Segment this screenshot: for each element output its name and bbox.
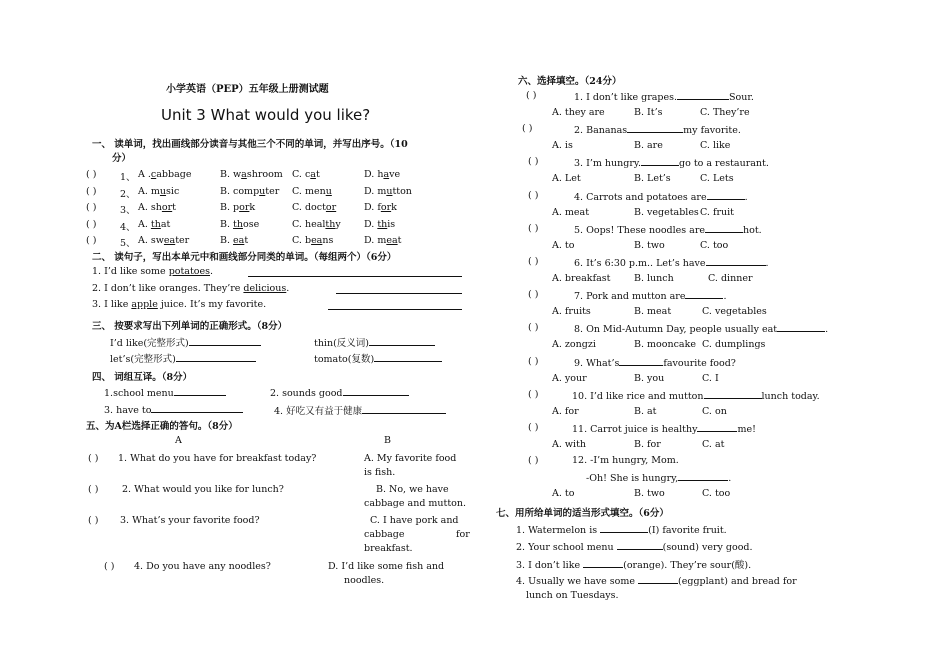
s3-item-3: let’s(完整形式) [110,351,256,365]
s6-question: 6. It’s 6:30 p.m.. Let’s have . [574,258,769,269]
answer-blank[interactable] [248,266,462,277]
word-part: B. [220,235,234,246]
column-b-label: B [384,435,391,446]
s2-sentence: 2. I don’t like oranges. They’re delicious. [92,283,290,294]
s7-item: 3. I don’t like (orange). They’re sour(酸). [516,560,752,571]
s1-option-c [292,219,341,230]
s6-paren[interactable]: ( ) [528,388,539,400]
word-part: t [172,202,176,213]
answer-blank[interactable] [336,283,462,294]
word-part: C. doct [292,202,326,213]
unit-title: Unit 3 What would you like? [161,106,371,124]
word-part: y [335,219,341,230]
s1-option-b [220,186,279,197]
s6-question: 3. I’m hungry. go to a restaurant. [574,158,769,170]
section-7-title: 七、用所给单词的适当形式填空。（6分） [496,508,669,519]
word-part: ter [265,186,280,197]
s5-question-3: 3. What’s your favorite food? [120,515,260,526]
s6-option: C. too [702,488,731,500]
s6-option: B. two [634,488,665,500]
s6-paren[interactable]: ( ) [528,422,539,433]
word-part: C. heal [292,219,326,230]
s2-sentence: 3. I like apple juice. It’s my favorite. [92,299,267,310]
s1-option-d [364,202,397,213]
answer-blank[interactable] [619,356,663,366]
s1-option-c [292,186,332,197]
s7-last-line: lunch on Tuesdays. [526,590,619,601]
s6-option: A. meat [552,206,590,218]
s6-option: A. to [552,488,575,500]
s6-question: 4. Carrots and potatoes are . [574,191,748,203]
section-1-title-cont: 分） [112,153,132,164]
s6-option: C. on [702,405,727,417]
s1-option-a [138,202,176,213]
s6-option: C. They’re [700,107,750,118]
answer-blank[interactable] [705,223,743,233]
s5-paren-3[interactable]: ( ) [88,515,99,526]
answer-blank[interactable] [374,352,442,362]
s1-option-d [364,235,401,246]
word-part: D. [364,219,378,230]
s6-paren[interactable]: ( ) [528,355,539,367]
s6-paren[interactable]: ( ) [528,222,539,234]
word-part: k [391,202,397,213]
section-6-title: 六、选择填空。（24分） [518,76,622,87]
s6-option: A. breakfast [552,273,611,284]
word-part: B. [220,219,234,230]
column-a-label: A [175,435,182,446]
word-part: ve [389,169,401,180]
s5-paren-4[interactable]: ( ) [104,561,115,572]
s1-option-a [138,169,191,180]
underlined-part: u [259,186,266,197]
section-1-title: 一、 读单词，找出画线部分读音与其他三个不同的单词，并写出序号。（10 [92,139,408,150]
s6-paren[interactable]: ( ) [528,322,539,334]
answer-blank[interactable] [328,299,462,310]
s6-option: A. zongzi [552,339,596,351]
word-part: A. sh [138,202,162,213]
answer-blank[interactable] [617,540,663,550]
underlined-part: u [386,186,393,197]
s6-question: 12. -I’m hungry, Mom. [572,455,679,467]
underlined-part: a [383,169,390,180]
s6-question: 9. What’s favourite food? [574,357,736,369]
s6-option: B. lunch [634,273,674,284]
s6-option: C. vegetables [702,306,767,318]
answer-blank[interactable] [362,404,446,414]
answer-blank[interactable] [343,386,409,396]
s5-answer-b-line2: cabbage and mutton. [364,498,467,509]
word-part: C. c [292,169,311,180]
underlined-part: th [325,219,336,230]
answer-blank[interactable] [151,403,243,413]
answer-blank[interactable] [697,422,737,432]
answer-blank[interactable] [677,90,729,100]
s5-paren-1[interactable]: ( ) [88,453,99,464]
word-part: k [249,202,256,213]
word-part: t [244,235,249,246]
s6-option: B. two [634,239,665,251]
s6-question-line2: -Oh! She is hungry, . [586,473,732,485]
underlined-part: ea [311,235,323,246]
s1-option-d [364,186,412,197]
s7-item: 2. Your school menu (sound) very good. [516,542,753,553]
s1-option-b [220,202,255,213]
s2-sentence: 1. I’d like some potatoes. [92,266,214,277]
underlined-part: c [150,169,157,180]
underlined-part: th [233,219,243,230]
s6-option: B. mooncake [634,339,696,351]
s5-paren-2[interactable]: ( ) [88,484,99,495]
word-part: tton [392,186,412,197]
s6-option: C. Lets [700,173,734,185]
s4-item-4: 4. 好吃又有益于健康 [274,403,446,417]
underlined-part: th [150,219,161,230]
s6-question: 7. Pork and mutton are . [574,291,727,303]
underlined-part: or [161,202,173,213]
answer-blank[interactable] [777,322,825,332]
s4-item-1: 1.school menu [104,386,226,399]
answer-blank[interactable] [627,123,683,133]
s5-answer-c-line2: cabbage [364,529,405,540]
s4-item-3: 3. have to [104,403,243,416]
section-5-title: 五、为A栏选择正确的答句。（8分） [86,421,238,432]
section-4-title: 四、 词组互译。（8分） [92,372,193,383]
word-part: C. men [292,186,326,197]
s4-item-2: 2. sounds good [270,386,409,399]
s5-answer-c-line2b: for [456,529,470,540]
answer-blank[interactable] [189,336,261,346]
answer-blank[interactable] [704,389,762,399]
word-part: D. f [364,202,381,213]
word-part: is [387,219,396,230]
s1-number: 1、 [120,172,136,183]
answer-blank[interactable] [176,352,256,362]
s6-option: C. too [700,239,729,251]
s1-paren[interactable]: ( ) [86,169,97,180]
word-part: B. p [220,202,240,213]
s6-paren[interactable]: ( ) [528,189,539,201]
s6-option: A. to [552,239,575,251]
s1-number: 3、 [120,205,136,216]
s5-answer-c-line1: C. I have pork and [370,515,459,526]
s6-option: A. is [552,140,573,152]
s6-option: B. you [634,372,665,384]
s5-answer-a-line2: is fish. [364,467,396,478]
s6-option: C. dinner [708,273,753,284]
underlined-part: ea [233,235,245,246]
s6-paren[interactable]: ( ) [528,289,539,301]
word-part: B. w [220,169,242,180]
s6-option: B. It’s [634,107,663,118]
word-part: A. m [138,186,160,197]
underlined-word: delicious [243,283,287,294]
underlined-part: or [325,202,337,213]
s6-option: B. meat [634,306,672,318]
word-part: C. b [292,235,312,246]
section-3-title: 三、 按要求写出下列单词的正确形式。（8分） [92,321,288,332]
section-2-title: 二、 读句子，写出本单元中和画线部分同类的单词。（每组两个）（6分） [92,252,397,263]
s6-paren[interactable]: ( ) [522,123,533,135]
word-part: ns [322,235,334,246]
s6-paren[interactable]: ( ) [526,90,537,101]
s1-number: 5、 [120,238,136,249]
underlined-part: or [380,202,392,213]
underlined-word: potatoes [168,266,211,277]
underlined-part: u [159,186,167,197]
s3-item-2: thin(反义词) [314,335,435,349]
s6-option: B. vegetables [634,206,699,218]
s5-answer-a-line1: A. My favorite food [364,453,457,464]
s6-option: C. like [700,140,731,152]
s6-option: B. are [634,140,663,152]
word-part: A. sw [138,235,164,246]
s6-option: A. with [552,439,587,450]
s1-option-c [292,202,336,213]
underlined-part: th [377,219,388,230]
s6-question: 1. I don’t like grapes. Sour. [574,92,754,103]
s6-option: C. at [702,439,725,450]
underlined-part: a [310,169,316,180]
s6-option: A. they are [552,107,605,118]
answer-blank[interactable] [600,523,648,533]
answer-blank[interactable] [707,190,745,200]
s7-item: 1. Watermelon is (I) favorite fruit. [516,525,727,536]
word-part: at [160,219,171,230]
s1-option-b [220,219,259,230]
s1-number: 4、 [120,222,136,233]
word-part: ose [242,219,260,230]
answer-blank[interactable] [706,256,766,266]
word-part: sic [166,186,180,197]
answer-blank[interactable] [583,558,623,568]
s3-item-1: I’d like(完整形式) [110,335,261,349]
answer-blank[interactable] [685,289,723,299]
s5-question-4: 4. Do you have any noodles? [134,561,271,572]
word-part: bbage [161,169,192,180]
s6-question: 10. I’d like rice and mutton lunch today. [572,390,820,402]
s5-question-2: 2. What would you like for lunch? [122,484,284,495]
word-part: a [156,169,162,180]
underlined-word: apple [131,299,158,310]
word-part: t [397,235,402,246]
s6-question: 2. Bananas my favorite. [574,125,741,137]
answer-blank[interactable] [638,574,678,584]
s5-answer-b-line1: B. No, we have [376,484,449,495]
s6-option: C. I [702,372,719,384]
word-part: ter [175,235,190,246]
word-part: D. m [364,235,387,246]
answer-blank[interactable] [174,386,226,396]
s6-option: B. at [634,405,657,417]
s1-option-d [364,169,400,180]
s1-number: 2、 [120,189,136,200]
s5-answer-c-line3: breakfast. [364,543,413,554]
s6-option: B. for [634,439,661,450]
word-part: D. m [364,186,387,197]
s1-option-b [220,169,283,180]
word-part: A. [138,219,151,230]
s6-option: B. Let’s [634,173,671,185]
s1-option-c [292,235,333,246]
s6-option: A. fruits [552,306,591,318]
underlined-part: u [325,186,332,197]
word-part: A . [138,169,151,180]
s1-option-b [220,235,248,246]
s1-option-a [138,186,179,197]
s6-question: 8. On Mid-Autumn Day, people usually eat . [574,324,829,336]
s1-option-a [138,219,170,230]
word-part: t [315,169,320,180]
s6-option: A. Let [552,173,581,185]
s1-paren[interactable]: ( ) [86,219,97,230]
s6-question: 5. Oops! These noodles are hot. [574,224,762,236]
word-part: shroom [246,169,283,180]
s6-option: A. your [552,372,587,384]
s6-option: C. dumplings [702,339,766,351]
s1-option-d [364,219,395,230]
s6-question: 11. Carrot juice is healthy me! [572,424,756,435]
s1-option-a [138,235,189,246]
s1-paren[interactable]: ( ) [86,235,97,246]
s1-paren[interactable]: ( ) [86,202,97,213]
s6-paren[interactable]: ( ) [528,455,539,467]
s3-item-4: tomato(复数) [314,351,442,365]
s5-question-1: 1. What do you have for breakfast today? [118,453,317,464]
word-part: B. comp [220,186,260,197]
s6-option: C. fruit [700,206,735,218]
exam-heading: 小学英语（PEP）五年级上册测试题 [166,84,329,95]
underlined-part: ea [163,235,176,246]
s6-paren[interactable]: ( ) [528,156,539,168]
answer-blank[interactable] [369,336,435,346]
s1-paren[interactable]: ( ) [86,186,97,197]
underlined-part: ea [386,235,398,246]
word-part: D. h [364,169,384,180]
answer-blank[interactable] [678,471,728,481]
s5-answer-d-line2: noodles. [344,575,385,586]
underlined-part: or [239,202,250,213]
s7-item: 4. Usually we have some (eggplant) and bread for [516,576,797,587]
answer-blank[interactable] [641,156,679,166]
underlined-part: a [241,169,247,180]
s6-option: A. for [552,405,579,417]
s5-answer-d-line1: D. I’d like some fish and [328,561,445,572]
s6-paren[interactable]: ( ) [528,256,539,267]
s1-option-c [292,169,320,180]
